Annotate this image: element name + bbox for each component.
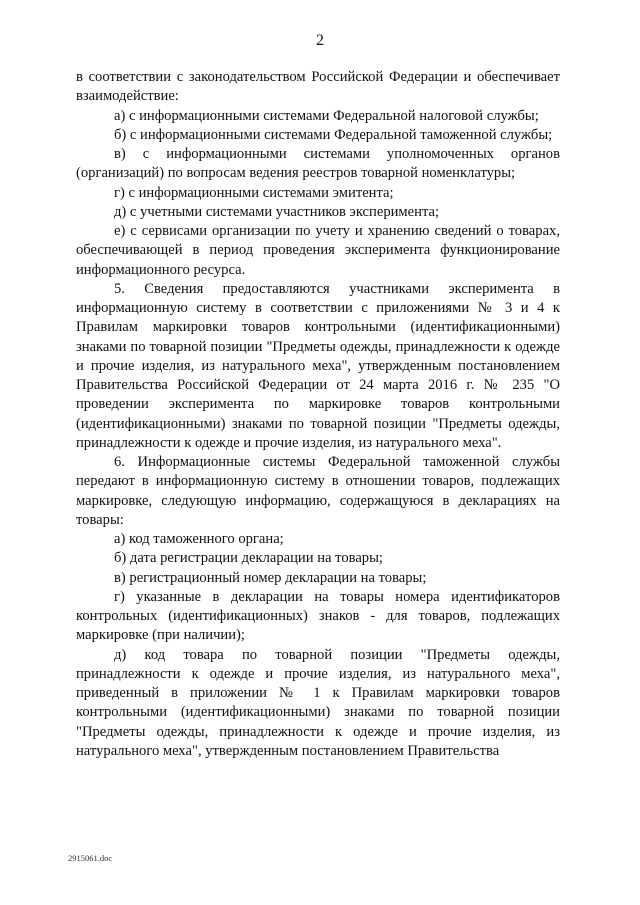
clause-6-item-d: д) код товара по товарной позиции "Предметы одежды, принадлежности к одежде и прочие изделия, из натурального меха", приведенный в приложении № 1 к Правилам маркировки товаров контрольными (идентификационными) знаками по товарной позиции "Предметы одежды, принадлежности к одежде и прочие изделия, из натурального меха", утвержденным постановлением Правительства <box>76 646 560 759</box>
document-body <box>76 68 560 761</box>
clause-5: 5. Сведения предоставляются участниками эксперимента в информационную систему в соответствии с приложениями № 3 и 4 к Правилам маркировки товаров контрольными (идентификационными) знаками по товарной позиции "Предметы одежды, принадлежности к одежде и прочие изделия, из натурального меха", утвержденным постановлением Правительства Российской Федерации от 24 марта 2016 г. № 235 "О проведении эксперимента по маркировке товаров контрольными (идентификационными) знаками по товарной позиции "Предметы одежды, принадлежности к одежде и прочие изделия, из натурального меха". <box>76 280 560 451</box>
list-item-b: б) с информационными системами Федеральной таможенной службы; <box>114 126 553 143</box>
clause-6: 6. Информационные системы Федеральной таможенной службы передают в информационную систему в отношении товаров, подлежащих маркировке, следующую информацию, содержащуюся в декларациях на товары: <box>76 454 560 528</box>
list-item-a: а) с информационными системами Федеральной налоговой службы; <box>114 107 539 124</box>
list-item-g: г) с информационными системами эмитента; <box>114 184 394 201</box>
list-item-v: в) с информационными системами уполномоченных органов (организаций) по вопросам ведения реестров товарной номенклатуры; <box>76 146 560 182</box>
list-item-d: д) с учетными системами участников эксперимента; <box>114 203 440 220</box>
clause-6-item-b: б) дата регистрации декларации на товары; <box>114 550 383 567</box>
clause-6-item-g: г) указанные в декларации на товары номера идентификаторов контрольных (идентификационных) знаков - для товаров, подлежащих маркировке (при наличии); <box>76 588 560 644</box>
clause-6-item-a: а) код таможенного органа; <box>114 531 284 547</box>
clause-6-item-v: в) регистрационный номер декларации на товары; <box>114 569 427 586</box>
file-name-footer: 2915061.doc <box>68 853 113 863</box>
page-number: 2 <box>316 32 324 49</box>
list-item-e: е) с сервисами организации по учету и хранению сведений о товарах, обеспечивающей в период проведения эксперимента функционирование информационного ресурса. <box>76 223 560 278</box>
paragraph-continuation: в соответствии с законодательством Российской Федерации и обеспечивает взаимодействие: <box>76 69 560 105</box>
